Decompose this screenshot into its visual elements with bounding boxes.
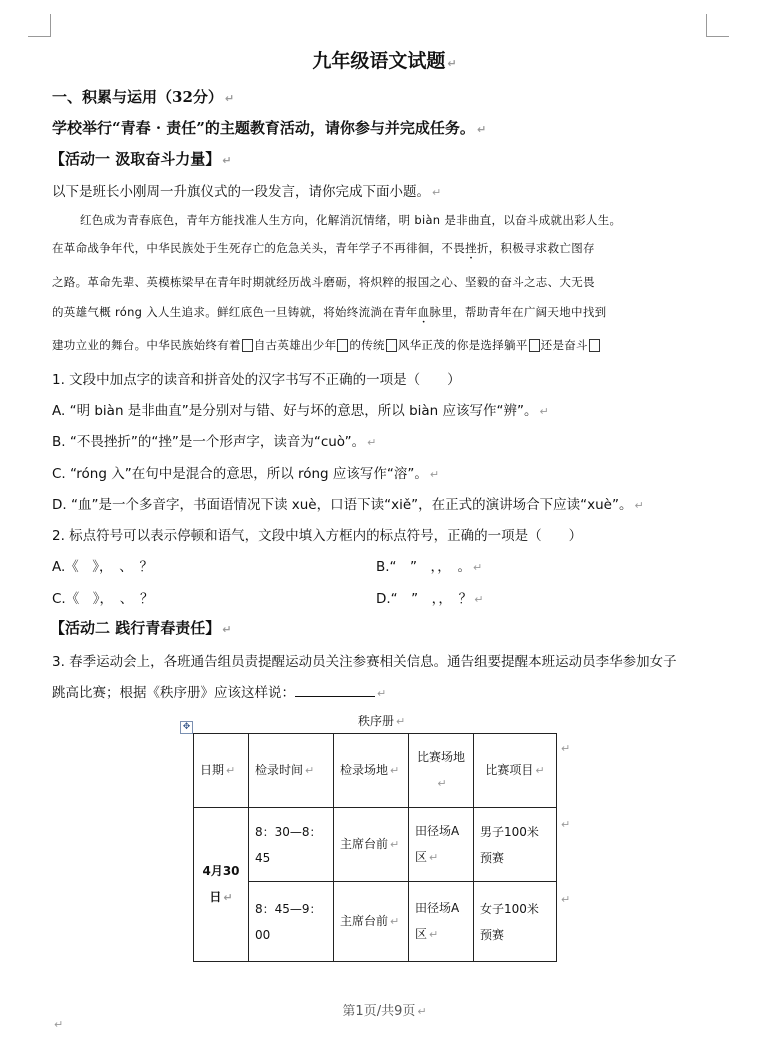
table-move-handle-icon[interactable]: ✥ (180, 721, 193, 734)
paragraph-mark-icon: ↵ (473, 561, 483, 574)
activity-two-heading: 【活动二 践行青春责任】 ↵ (50, 619, 232, 637)
paragraph-mark-icon: ↵ (377, 687, 387, 700)
answer-blank[interactable] (295, 684, 375, 697)
paragraph-mark-icon: ↵ (222, 623, 232, 636)
table-title: 秩序册 ↵ (358, 714, 406, 728)
passage-line: 建功立业的舞台。中华民族始终有着 自古英雄出少年 的传统 风华正茂的你是选择躺平 还是奋斗 (52, 337, 601, 353)
q2-option-c: C.《 》， 、 ？ (52, 591, 154, 607)
q2-option-a: A.《 》， 、 ？ (52, 559, 154, 575)
paragraph-mark-icon: ↵ (226, 764, 236, 777)
paragraph-mark-icon: ↵ (417, 1005, 427, 1018)
table-header-cell: 日期 ↵ (194, 734, 249, 808)
q2-option-b: B.“ ” ，， 。 ↵ (376, 559, 483, 575)
paragraph-mark-icon: ↵ (390, 764, 400, 777)
table-row (194, 808, 557, 882)
dotted-char: 血 (417, 305, 430, 319)
time-cell: 8：45—9：00 (249, 882, 334, 962)
paragraph-mark-icon: ↵ (390, 838, 400, 851)
q1-option-b: B. “不畏挫折”的“挫”是一个形声字，读音为“cuò”。 ↵ (52, 434, 377, 450)
date-cell: 4月30日 ↵ (194, 808, 249, 962)
paragraph-mark-icon: ↵ (305, 764, 315, 777)
blank-box (529, 339, 540, 352)
row-end-mark-icon: ↵ (561, 818, 571, 831)
venue-cell: 田径场A区 ↵ (409, 882, 474, 962)
question-2: 2. 标点符号可以表示停顿和语气，文段中填入方框内的标点符号，正确的一项是（ ） (52, 528, 583, 544)
event-cell: 女子100米预赛 (474, 882, 557, 962)
paragraph-mark-icon: ↵ (224, 92, 235, 105)
question-3-line: 3. 春季运动会上，各班通告组员责提醒运动员关注参赛相关信息。通告组要提醒本班运动员李华参加女子 (52, 654, 677, 670)
table-header-cell: 比赛项目 ↵ (474, 734, 557, 808)
venue-cell: 田径场A区 ↵ (409, 808, 474, 882)
question-3-line: 跳高比赛；根据《秩序册》应该这样说： ↵ (52, 685, 387, 701)
paragraph-mark-icon: ↵ (476, 123, 487, 136)
page-footer: 第1页/共9页 ↵ (342, 1004, 427, 1019)
q1-option-c: C. “róng 入”在句中是混合的意思，所以 róng 应该写作“溶”。 ↵ (52, 466, 440, 482)
paragraph-mark-icon: ↵ (447, 57, 457, 70)
paragraph-mark-icon: ↵ (429, 468, 440, 481)
paragraph-mark-icon: ↵ (390, 915, 400, 928)
paragraph-mark-icon: ↵ (223, 891, 233, 904)
paragraph-mark-icon: ↵ (539, 405, 549, 418)
event-cell: 男子100米预赛 (474, 808, 557, 882)
blank-box (386, 339, 397, 352)
row-end-mark-icon: ↵ (561, 893, 571, 906)
task-intro: 学校举行“青春 · 责任”的主题教育活动，请你参与并完成任务。 ↵ (52, 119, 487, 137)
table-header-cell: 比赛场地↵ (409, 734, 474, 808)
question-1: 1. 文段中加点字的读音和拼音处的汉字书写不正确的一项是（ ） (52, 372, 461, 388)
row-end-mark-icon: ↵ (561, 742, 571, 755)
table-header-cell: 检录时间 ↵ (249, 734, 334, 808)
passage-line: 在革命战争年代，中华民族处于生死存亡的危急关头，青年学子不再徘徊，不畏挫折，积极寻求救亡图存 (52, 241, 595, 255)
passage-line: 红色成为青春底色，青年方能找准人生方向，化解消沉情绪，明 biàn 是非曲直，以奋斗成就出彩人生。 (80, 213, 622, 227)
paragraph-mark-icon: ↵ (535, 764, 545, 777)
paragraph-mark-icon: ↵ (474, 593, 484, 606)
paragraph-mark-icon: ↵ (634, 499, 644, 512)
q2-option-d: D.“ ” ，， ？ ↵ (376, 591, 484, 607)
place-cell: 主席台前 ↵ (334, 808, 409, 882)
blank-box (242, 339, 253, 352)
paragraph-mark-icon: ↵ (222, 154, 232, 167)
paragraph-mark-icon: ↵ (432, 186, 442, 199)
table-row (194, 882, 557, 962)
blank-box (589, 339, 600, 352)
activity-one-heading: 【活动一 汲取奋斗力量】 ↵ (50, 150, 232, 168)
q1-option-a: A. “明 biàn 是非曲直”是分别对与错、好与坏的意思，所以 biàn 应该写作“辨”。 ↵ (52, 403, 549, 419)
paragraph-mark-icon: ↵ (396, 715, 406, 728)
table-header-row (194, 734, 557, 808)
table-header-cell: 检录场地 ↵ (334, 734, 409, 808)
dotted-char: 挫 (465, 241, 477, 255)
crop-mark-top-left (28, 14, 51, 37)
passage-line: 的英雄气概 róng 入人生追求。鲜红底色一旦铸就，将始终流淌在青年血脉里，帮助青年在广阔天地中找到 (52, 305, 607, 319)
paragraph-mark-icon: ↵ (437, 777, 447, 790)
paragraph-mark-icon: ↵ (429, 851, 439, 864)
passage-line: 之路。革命先辈、英模栋梁早在青年时期就经历战斗磨砺，将炽粹的报国之心、坚毅的奋斗之志、大无畏 (52, 275, 595, 289)
paragraph-mark-icon: ↵ (54, 1018, 64, 1031)
blank-box (337, 339, 348, 352)
paragraph-mark-icon: ↵ (429, 928, 439, 941)
q1-option-d: D. “血”是一个多音字，书面语情况下读 xuè，口语下读“xiě”，在正式的演讲场合下应读“xuè”。 ↵ (52, 497, 644, 513)
paragraph-mark-icon: ↵ (367, 436, 377, 449)
speech-intro: 以下是班长小刚周一升旗仪式的一段发言，请你完成下面小题。 ↵ (52, 184, 442, 200)
page-title: 九年级语文试题 ↵ (312, 50, 457, 72)
section-heading: 一、积累与运用（32分） ↵ (52, 88, 235, 106)
time-cell: 8：30—8：45 (249, 808, 334, 882)
schedule-table (193, 733, 557, 962)
crop-mark-top-right (706, 14, 729, 37)
place-cell: 主席台前 ↵ (334, 882, 409, 962)
